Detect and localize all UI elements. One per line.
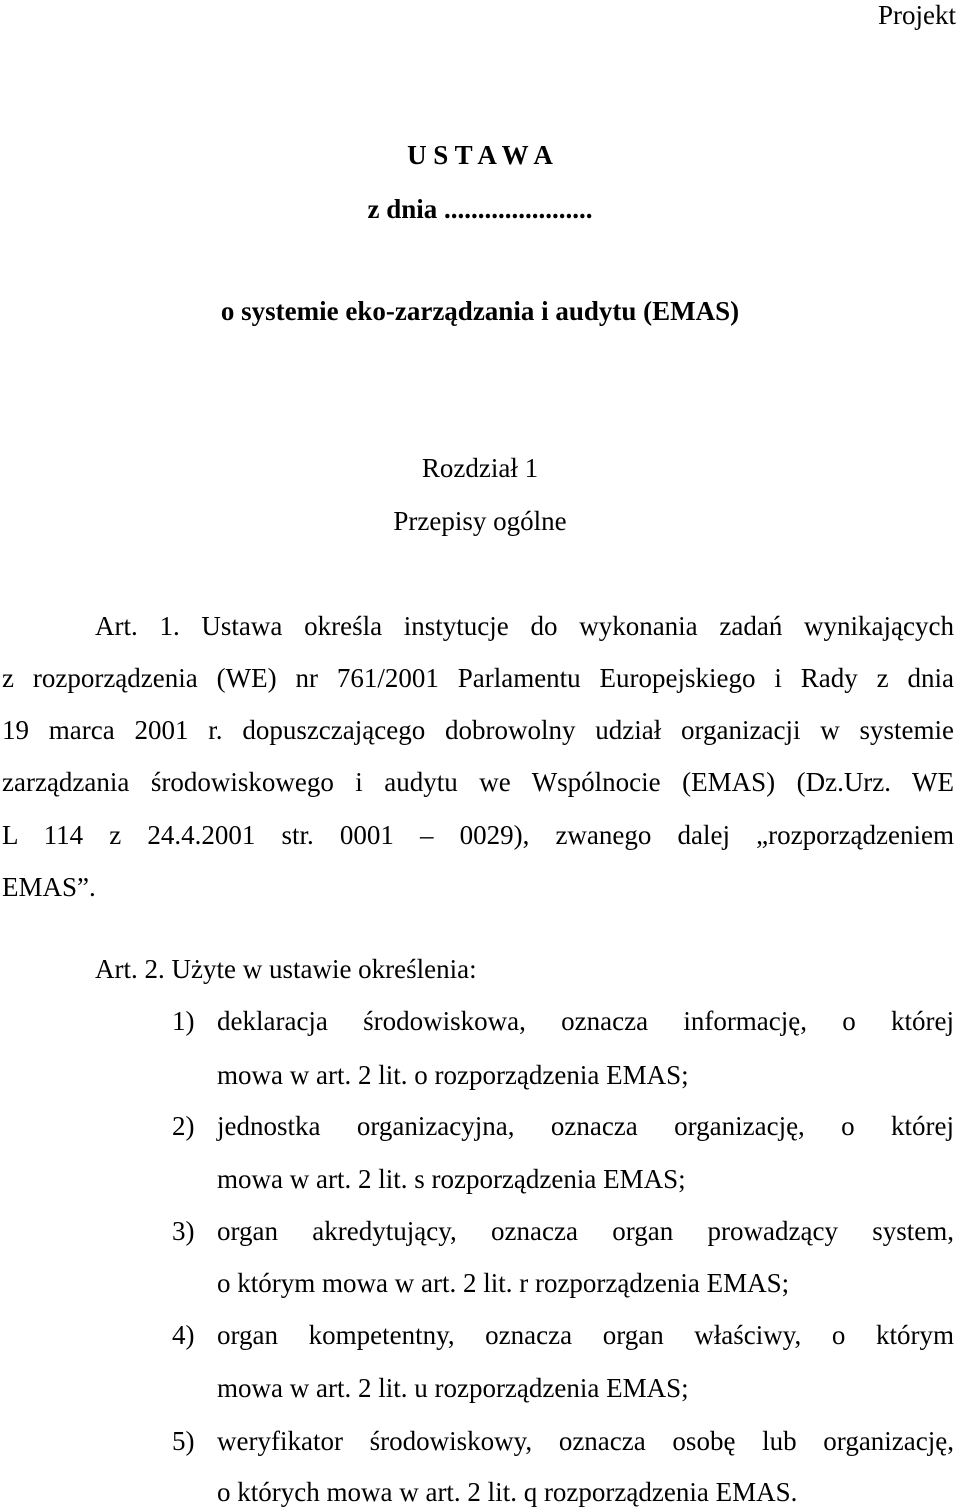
item-text: weryfikator środowiskowy, oznacza osobę lub organizację, <box>217 1426 954 1456</box>
article-1-line: 19 marca 2001 r. dopuszczającego dobrowolny udział organizacji w systemie <box>2 715 954 745</box>
chapter-name: Przepisy ogólne <box>393 506 567 536</box>
document-status-label: Projekt <box>878 0 956 30</box>
article-2-intro: Art. 2. Użyte w ustawie określenia: <box>95 954 477 984</box>
item-text: mowa w art. 2 lit. u rozporządzenia EMAS; <box>217 1373 689 1403</box>
act-subject: o systemie eko-zarządzania i audytu (EMAS) <box>220 296 740 326</box>
item-number: 2) <box>172 1111 195 1141</box>
item-text: mowa w art. 2 lit. o rozporządzenia EMAS; <box>217 1060 689 1090</box>
item-text: deklaracja środowiskowa, oznacza informację, o której <box>217 1006 954 1036</box>
item-text: o których mowa w art. 2 lit. q rozporządzenia EMAS. <box>217 1477 798 1507</box>
article-1-line: Art. 1. Ustawa określa instytucje do wykonania zadań wynikających <box>95 611 954 641</box>
chapter-number: Rozdział 1 <box>421 453 539 483</box>
item-number: 3) <box>172 1216 195 1246</box>
article-1-line: L 114 z 24.4.2001 str. 0001 – 0029), zwanego dalej „rozporządzeniem <box>2 820 954 850</box>
article-1-line: z rozporządzenia (WE) nr 761/2001 Parlamentu Europejskiego i Rady z dnia <box>2 663 954 693</box>
act-date: z dnia ...................... <box>367 194 593 224</box>
item-text: organ kompetentny, oznacza organ właściwy, o którym <box>217 1320 954 1350</box>
item-text: o którym mowa w art. 2 lit. r rozporządzenia EMAS; <box>217 1268 790 1298</box>
article-1-line: zarządzania środowiskowego i audytu we Wspólnocie (EMAS) (Dz.Urz. WE <box>2 767 954 797</box>
act-title: U S T A W A <box>407 140 553 170</box>
item-text: mowa w art. 2 lit. s rozporządzenia EMAS; <box>217 1164 686 1194</box>
item-number: 5) <box>172 1426 195 1456</box>
item-number: 1) <box>172 1006 195 1036</box>
article-1-line: EMAS”. <box>2 872 96 902</box>
item-text: jednostka organizacyjna, oznacza organizację, o której <box>217 1111 954 1141</box>
item-number: 4) <box>172 1320 195 1350</box>
item-text: organ akredytujący, oznacza organ prowadzący system, <box>217 1216 954 1246</box>
